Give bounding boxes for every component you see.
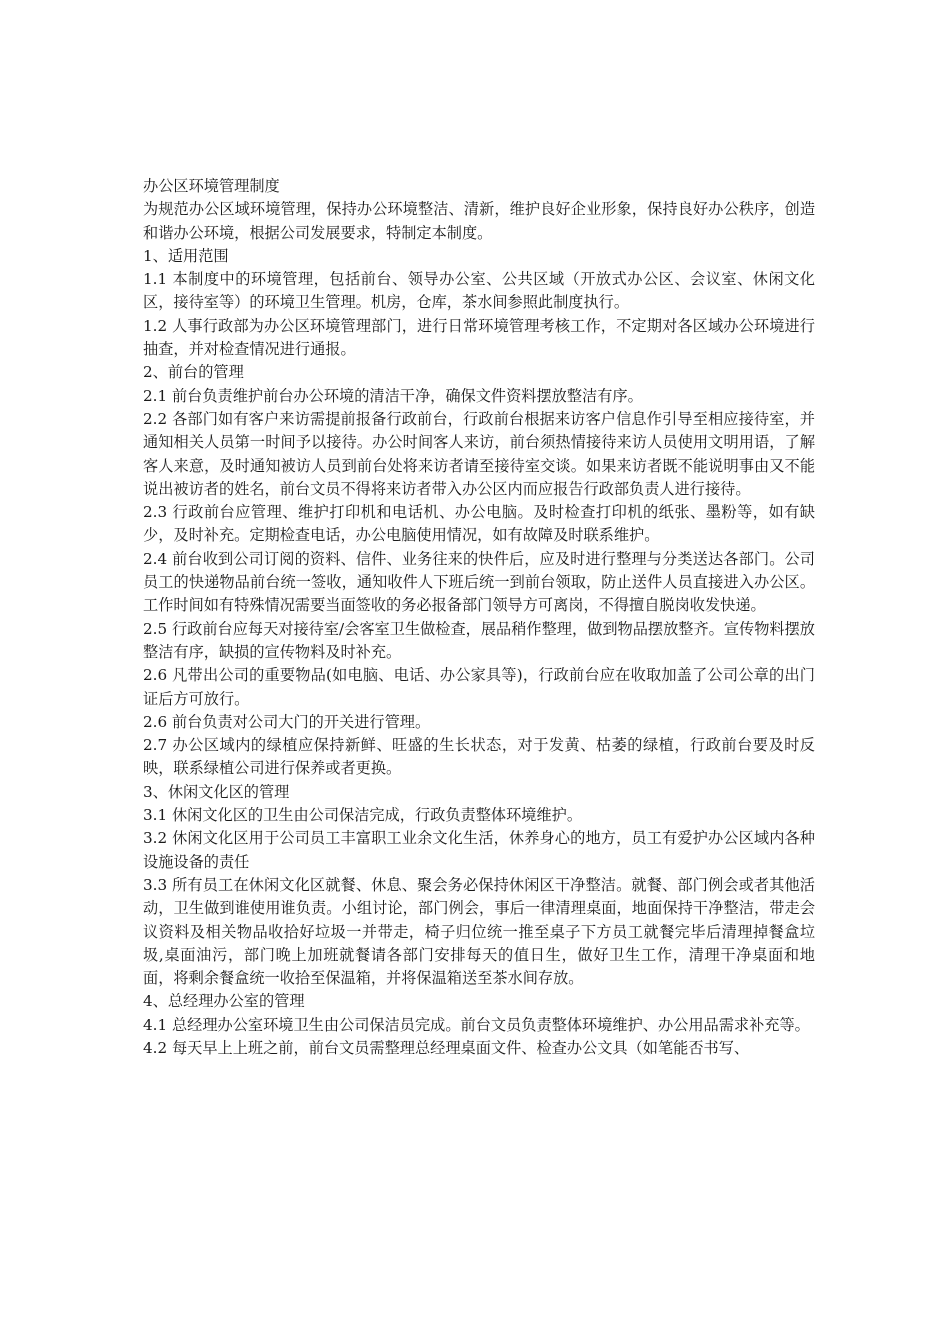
section-heading-scope: 1、适用范围 [143, 246, 229, 265]
document-title: 办公区环境管理制度 [143, 177, 280, 195]
clause-3-2: 3.2 休闲文化区用于公司员工丰富职工业余文化生活，休养身心的地方，员工有爱护办公区域内各种设施设备的责任 [143, 829, 815, 871]
clause-3-3: 3.3 所有员工在休闲文化区就餐、休息、聚会务必保持休闲区干净整洁。就餐、部门例会或者其他活动，卫生做到谁使用谁负责。小组讨论，部门例会，事后一律清理桌面，地面保持干净整洁，带走会议资料及相关物品收拾好垃圾一并带走，椅子归位统一推至桌子下方员工就餐完毕后清理掉餐盒垃圾,桌面油污，部门晚上加班就餐请各部门安排每天的值日生，做好卫生工作，清理干净桌面和地面，将剩余餐盒统一收拾至保温箱，并将保温箱送至茶水间存放。 [143, 875, 815, 988]
clause-4-2: 4.2 每天早上上班之前，前台文员需整理总经理桌面文件、检查办公文具（如笔能否书写、 [143, 1038, 750, 1057]
section-heading-gm-office: 4、总经理办公室的管理 [143, 992, 305, 1011]
clause-1-2: 1.2 人事行政部为办公区环境管理部门，进行日常环境管理考核工作，不定期对各区域办公环境进行抽查，并对检查情况进行通报。 [143, 316, 815, 359]
clause-2-5: 2.5 行政前台应每天对接待室/会客室卫生做检查，展品稍作整理，做到物品摆放整齐。宣传物料摆放整洁有序，缺损的宣传物料及时补充。 [143, 619, 815, 661]
section-heading-leisure-area: 3、休闲文化区的管理 [143, 782, 290, 801]
clause-4-1: 4.1 总经理办公室环境卫生由公司保洁员完成。前台文员负责整体环境维护、办公用品需求补充等。 [143, 1015, 810, 1034]
intro-paragraph: 为规范办公区域环境管理，保持办公环境整洁、清新，维护良好企业形象，保持良好办公秩序，创造和谐办公环境，根据公司发展要求，特制定本制度。 [143, 200, 815, 242]
clause-2-2: 2.2 各部门如有客户来访需提前报备行政前台，行政前台根据来访客户信息作引导至相应接待室，并通知相关人员第一时间予以接待。办公时间客人来访，前台须热情接待来访人员使用文明用语，了解客人来意，及时通知被访人员到前台处将来访者请至接待室交谈。如果来访者既不能说明事由又不能说出被访者的姓名，前台文员不得将来访者带入办公区内而应报告行政部负责人进行接待。 [143, 409, 815, 498]
clause-1-1: 1.1 本制度中的环境管理，包括前台、领导办公室、公共区域（开放式办公区、会议室、休闲文化区，接待室等）的环境卫生管理。机房，仓库，茶水间参照此制度执行。 [143, 270, 815, 312]
document-body [143, 175, 815, 1060]
clause-2-7: 2.7 办公区域内的绿植应保持新鲜、旺盛的生长状态，对于发黄、枯萎的绿植，行政前台要及时反映，联系绿植公司进行保养或者更换。 [143, 736, 815, 778]
clause-2-4: 2.4 前台收到公司订阅的资料、信件、业务往来的快件后，应及时进行整理与分类送达各部门。公司员工的快递物品前台统一签收，通知收件人下班后统一到前台领取，防止送件人员直接进入办公区。工作时间如有特殊情况需要当面签收的务必报备部门领导方可离岗，不得擅自脱岗收发快递。 [143, 549, 815, 615]
section-heading-front-desk: 2、前台的管理 [143, 363, 244, 382]
clause-2-1: 2.1 前台负责维护前台办公环境的清洁干净，确保文件资料摆放整洁有序。 [143, 386, 643, 405]
clause-3-1: 3.1 休闲文化区的卫生由公司保洁完成，行政负责整体环境维护。 [143, 806, 583, 825]
clause-2-3: 2.3 行政前台应管理、维护打印机和电话机、办公电脑。及时检查打印机的纸张、墨粉等，如有缺少，及时补充。定期检查电话，办公电脑使用情况，如有故障及时联系维护。 [143, 503, 815, 545]
clause-2-6b: 2.6 前台负责对公司大门的开关进行管理。 [143, 712, 431, 731]
clause-2-6a: 2.6 凡带出公司的重要物品(如电脑、电话、办公家具等)，行政前台应在收取加盖了公司公章的出门证后方可放行。 [143, 666, 815, 708]
